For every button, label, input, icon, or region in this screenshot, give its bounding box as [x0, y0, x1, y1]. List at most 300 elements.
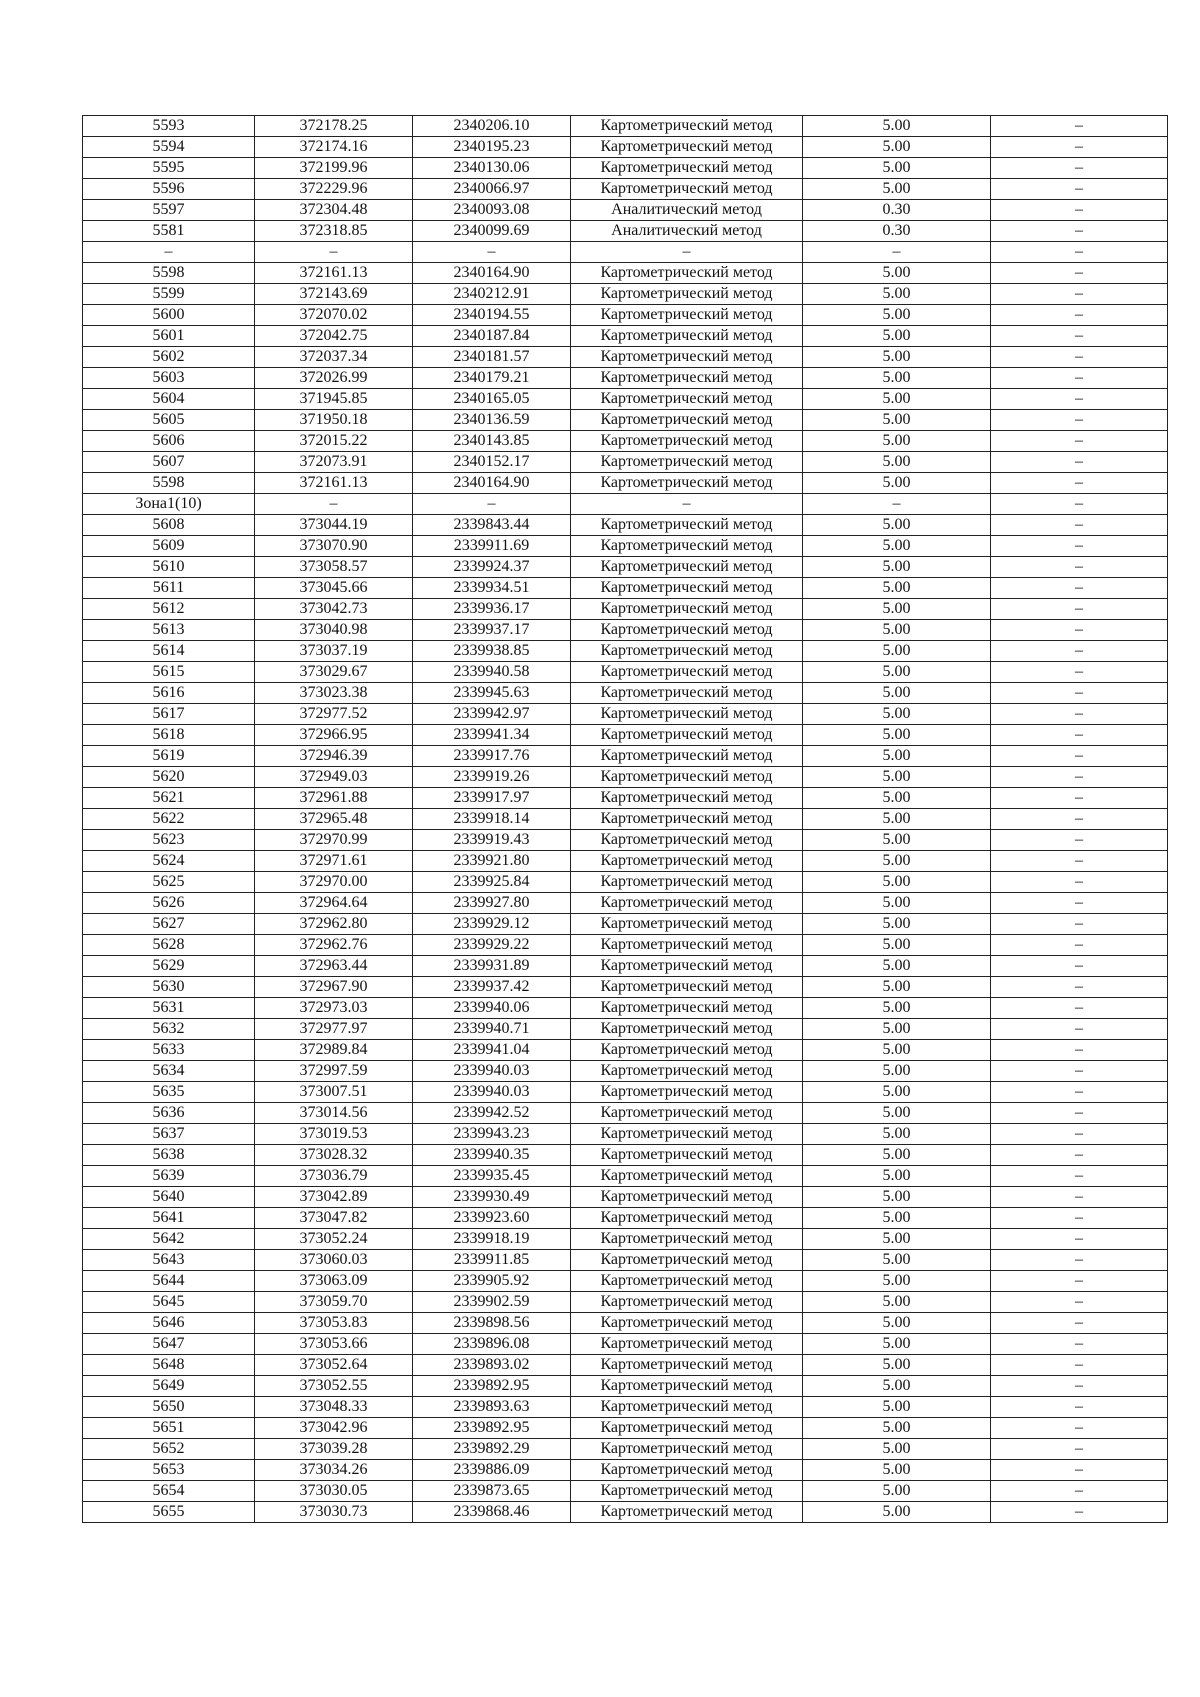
description-cell: – — [991, 872, 1168, 893]
accuracy-cell: 5.00 — [803, 578, 991, 599]
y-coordinate-cell: 2339929.22 — [413, 935, 571, 956]
y-coordinate-cell: 2339893.63 — [413, 1397, 571, 1418]
accuracy-cell: 5.00 — [803, 1355, 991, 1376]
accuracy-cell: 5.00 — [803, 893, 991, 914]
point-number-cell: 5617 — [83, 704, 255, 725]
point-number-cell: 5650 — [83, 1397, 255, 1418]
method-cell: Картометрический метод — [571, 452, 803, 473]
accuracy-cell: 5.00 — [803, 1040, 991, 1061]
accuracy-cell: 5.00 — [803, 1124, 991, 1145]
y-coordinate-cell: 2339917.97 — [413, 788, 571, 809]
y-coordinate-cell: 2339919.26 — [413, 767, 571, 788]
point-number-cell: 5618 — [83, 725, 255, 746]
description-cell: – — [991, 767, 1168, 788]
y-coordinate-cell: 2339931.89 — [413, 956, 571, 977]
y-coordinate-cell: 2339935.45 — [413, 1166, 571, 1187]
method-cell: Картометрический метод — [571, 830, 803, 851]
x-coordinate-cell: 372963.44 — [255, 956, 413, 977]
method-cell: Картометрический метод — [571, 515, 803, 536]
method-cell: Картометрический метод — [571, 1145, 803, 1166]
x-coordinate-cell: 372161.13 — [255, 473, 413, 494]
method-cell: Картометрический метод — [571, 263, 803, 284]
y-coordinate-cell: 2340195.23 — [413, 137, 571, 158]
method-cell: Картометрический метод — [571, 767, 803, 788]
accuracy-cell: – — [803, 242, 991, 263]
point-number-cell: 5647 — [83, 1334, 255, 1355]
x-coordinate-cell: 373053.66 — [255, 1334, 413, 1355]
table-row — [83, 1481, 1168, 1502]
point-number-cell: 5624 — [83, 851, 255, 872]
table-row — [83, 389, 1168, 410]
method-cell: Картометрический метод — [571, 1292, 803, 1313]
method-cell: Картометрический метод — [571, 347, 803, 368]
method-cell: Картометрический метод — [571, 410, 803, 431]
x-coordinate-cell: 372178.25 — [255, 116, 413, 137]
point-number-cell: 5628 — [83, 935, 255, 956]
point-number-cell: 5648 — [83, 1355, 255, 1376]
y-coordinate-cell: 2340181.57 — [413, 347, 571, 368]
point-number-cell: 5599 — [83, 284, 255, 305]
accuracy-cell: 5.00 — [803, 179, 991, 200]
x-coordinate-cell: 372946.39 — [255, 746, 413, 767]
point-number-cell: Зона1(10) — [83, 494, 255, 515]
point-number-cell: 5644 — [83, 1271, 255, 1292]
accuracy-cell: 5.00 — [803, 1019, 991, 1040]
accuracy-cell: 5.00 — [803, 158, 991, 179]
method-cell: Картометрический метод — [571, 998, 803, 1019]
method-cell: Картометрический метод — [571, 599, 803, 620]
description-cell: – — [991, 1418, 1168, 1439]
y-coordinate-cell: 2339934.51 — [413, 578, 571, 599]
description-cell: – — [991, 494, 1168, 515]
method-cell: Картометрический метод — [571, 473, 803, 494]
method-cell: Картометрический метод — [571, 1208, 803, 1229]
table-row — [83, 1397, 1168, 1418]
table-row — [83, 494, 1168, 515]
y-coordinate-cell: 2340165.05 — [413, 389, 571, 410]
point-number-cell: 5642 — [83, 1229, 255, 1250]
method-cell: Картометрический метод — [571, 725, 803, 746]
description-cell: – — [991, 830, 1168, 851]
point-number-cell: 5641 — [83, 1208, 255, 1229]
y-coordinate-cell: 2340136.59 — [413, 410, 571, 431]
table-row — [83, 956, 1168, 977]
point-number-cell: 5603 — [83, 368, 255, 389]
description-cell: – — [991, 599, 1168, 620]
description-cell: – — [991, 452, 1168, 473]
point-number-cell: 5614 — [83, 641, 255, 662]
description-cell: – — [991, 137, 1168, 158]
description-cell: – — [991, 662, 1168, 683]
y-coordinate-cell: 2339911.69 — [413, 536, 571, 557]
y-coordinate-cell: 2339902.59 — [413, 1292, 571, 1313]
table-row — [83, 1250, 1168, 1271]
x-coordinate-cell: 372073.91 — [255, 452, 413, 473]
x-coordinate-cell: 373029.67 — [255, 662, 413, 683]
description-cell: – — [991, 956, 1168, 977]
table-row — [83, 641, 1168, 662]
accuracy-cell: 5.00 — [803, 830, 991, 851]
table-row — [83, 914, 1168, 935]
description-cell: – — [991, 914, 1168, 935]
description-cell: – — [991, 1292, 1168, 1313]
table-row — [83, 746, 1168, 767]
accuracy-cell: 5.00 — [803, 431, 991, 452]
x-coordinate-cell: 372015.22 — [255, 431, 413, 452]
point-number-cell: 5581 — [83, 221, 255, 242]
table-row — [83, 1229, 1168, 1250]
x-coordinate-cell: 373014.56 — [255, 1103, 413, 1124]
x-coordinate-cell: 372070.02 — [255, 305, 413, 326]
point-number-cell: 5623 — [83, 830, 255, 851]
accuracy-cell: 5.00 — [803, 599, 991, 620]
method-cell: Картометрический метод — [571, 935, 803, 956]
accuracy-cell: 5.00 — [803, 1397, 991, 1418]
table-row — [83, 935, 1168, 956]
y-coordinate-cell: 2339921.80 — [413, 851, 571, 872]
accuracy-cell: 5.00 — [803, 263, 991, 284]
point-number-cell: 5608 — [83, 515, 255, 536]
y-coordinate-cell: 2340143.85 — [413, 431, 571, 452]
y-coordinate-cell: 2340212.91 — [413, 284, 571, 305]
table-row — [83, 1502, 1168, 1523]
point-number-cell: 5645 — [83, 1292, 255, 1313]
method-cell: Картометрический метод — [571, 305, 803, 326]
point-number-cell: 5610 — [83, 557, 255, 578]
description-cell: – — [991, 1019, 1168, 1040]
x-coordinate-cell: 373063.09 — [255, 1271, 413, 1292]
y-coordinate-cell: 2339938.85 — [413, 641, 571, 662]
accuracy-cell: 0.30 — [803, 200, 991, 221]
point-number-cell: 5654 — [83, 1481, 255, 1502]
accuracy-cell: 5.00 — [803, 389, 991, 410]
x-coordinate-cell: 373045.66 — [255, 578, 413, 599]
point-number-cell: 5621 — [83, 788, 255, 809]
description-cell: – — [991, 536, 1168, 557]
method-cell: Картометрический метод — [571, 158, 803, 179]
y-coordinate-cell: 2340179.21 — [413, 368, 571, 389]
y-coordinate-cell: 2339927.80 — [413, 893, 571, 914]
method-cell: Картометрический метод — [571, 578, 803, 599]
description-cell: – — [991, 977, 1168, 998]
accuracy-cell: 5.00 — [803, 914, 991, 935]
y-coordinate-cell: 2339918.14 — [413, 809, 571, 830]
accuracy-cell: 5.00 — [803, 1439, 991, 1460]
table-row — [83, 1145, 1168, 1166]
description-cell: – — [991, 557, 1168, 578]
method-cell: – — [571, 494, 803, 515]
y-coordinate-cell: 2340066.97 — [413, 179, 571, 200]
accuracy-cell: 5.00 — [803, 284, 991, 305]
method-cell: Картометрический метод — [571, 1502, 803, 1523]
x-coordinate-cell: 373053.83 — [255, 1313, 413, 1334]
point-number-cell: 5598 — [83, 263, 255, 284]
y-coordinate-cell: 2339892.95 — [413, 1376, 571, 1397]
description-cell: – — [991, 809, 1168, 830]
table-row — [83, 158, 1168, 179]
method-cell: Картометрический метод — [571, 641, 803, 662]
table-row — [83, 1376, 1168, 1397]
table-row — [83, 452, 1168, 473]
x-coordinate-cell: 373037.19 — [255, 641, 413, 662]
method-cell: Картометрический метод — [571, 1082, 803, 1103]
x-coordinate-cell: 371945.85 — [255, 389, 413, 410]
point-number-cell: 5595 — [83, 158, 255, 179]
method-cell: Картометрический метод — [571, 1103, 803, 1124]
table-row — [83, 1334, 1168, 1355]
method-cell: Картометрический метод — [571, 536, 803, 557]
point-number-cell: 5616 — [83, 683, 255, 704]
y-coordinate-cell: 2339940.35 — [413, 1145, 571, 1166]
x-coordinate-cell: 372229.96 — [255, 179, 413, 200]
point-number-cell: 5649 — [83, 1376, 255, 1397]
description-cell: – — [991, 1355, 1168, 1376]
point-number-cell: 5651 — [83, 1418, 255, 1439]
x-coordinate-cell: 373040.98 — [255, 620, 413, 641]
table-row — [83, 116, 1168, 137]
method-cell: Картометрический метод — [571, 914, 803, 935]
y-coordinate-cell: 2339942.97 — [413, 704, 571, 725]
table-row — [83, 242, 1168, 263]
accuracy-cell: 5.00 — [803, 557, 991, 578]
x-coordinate-cell: 372989.84 — [255, 1040, 413, 1061]
point-number-cell: – — [83, 242, 255, 263]
description-cell: – — [991, 1250, 1168, 1271]
description-cell: – — [991, 1229, 1168, 1250]
table-row — [83, 599, 1168, 620]
description-cell: – — [991, 1313, 1168, 1334]
table-row — [83, 1187, 1168, 1208]
table-row — [83, 431, 1168, 452]
accuracy-cell: 5.00 — [803, 536, 991, 557]
point-number-cell: 5636 — [83, 1103, 255, 1124]
x-coordinate-cell: 372977.52 — [255, 704, 413, 725]
y-coordinate-cell: 2339937.17 — [413, 620, 571, 641]
description-cell: – — [991, 200, 1168, 221]
accuracy-cell: – — [803, 494, 991, 515]
method-cell: Картометрический метод — [571, 1355, 803, 1376]
point-number-cell: 5635 — [83, 1082, 255, 1103]
x-coordinate-cell: 373047.82 — [255, 1208, 413, 1229]
description-cell: – — [991, 284, 1168, 305]
description-cell: – — [991, 1187, 1168, 1208]
point-number-cell: 5646 — [83, 1313, 255, 1334]
method-cell: Картометрический метод — [571, 1271, 803, 1292]
method-cell: Картометрический метод — [571, 1040, 803, 1061]
point-number-cell: 5609 — [83, 536, 255, 557]
x-coordinate-cell: 373044.19 — [255, 515, 413, 536]
x-coordinate-cell: 372949.03 — [255, 767, 413, 788]
x-coordinate-cell: 372966.95 — [255, 725, 413, 746]
accuracy-cell: 5.00 — [803, 1313, 991, 1334]
accuracy-cell: 5.00 — [803, 1145, 991, 1166]
accuracy-cell: 5.00 — [803, 851, 991, 872]
point-number-cell: 5625 — [83, 872, 255, 893]
table-row — [83, 284, 1168, 305]
accuracy-cell: 5.00 — [803, 1418, 991, 1439]
x-coordinate-cell: 373060.03 — [255, 1250, 413, 1271]
accuracy-cell: 5.00 — [803, 452, 991, 473]
accuracy-cell: 5.00 — [803, 746, 991, 767]
y-coordinate-cell: 2339843.44 — [413, 515, 571, 536]
x-coordinate-cell: 373052.24 — [255, 1229, 413, 1250]
x-coordinate-cell: 373042.73 — [255, 599, 413, 620]
description-cell: – — [991, 389, 1168, 410]
description-cell: – — [991, 1460, 1168, 1481]
x-coordinate-cell: 373028.32 — [255, 1145, 413, 1166]
point-number-cell: 5643 — [83, 1250, 255, 1271]
table-row — [83, 473, 1168, 494]
method-cell: Картометрический метод — [571, 977, 803, 998]
method-cell: Картометрический метод — [571, 620, 803, 641]
description-cell: – — [991, 347, 1168, 368]
accuracy-cell: 5.00 — [803, 683, 991, 704]
point-number-cell: 5639 — [83, 1166, 255, 1187]
y-coordinate-cell: 2339945.63 — [413, 683, 571, 704]
description-cell: – — [991, 1124, 1168, 1145]
x-coordinate-cell: 372143.69 — [255, 284, 413, 305]
point-number-cell: 5600 — [83, 305, 255, 326]
method-cell: Картометрический метод — [571, 662, 803, 683]
accuracy-cell: 5.00 — [803, 368, 991, 389]
description-cell: – — [991, 935, 1168, 956]
table-row — [83, 1019, 1168, 1040]
method-cell: Картометрический метод — [571, 746, 803, 767]
description-cell: – — [991, 1502, 1168, 1523]
method-cell: Картометрический метод — [571, 368, 803, 389]
accuracy-cell: 5.00 — [803, 809, 991, 830]
description-cell: – — [991, 263, 1168, 284]
method-cell: Картометрический метод — [571, 788, 803, 809]
table-row — [83, 725, 1168, 746]
x-coordinate-cell: 373059.70 — [255, 1292, 413, 1313]
table-row — [83, 683, 1168, 704]
accuracy-cell: 5.00 — [803, 641, 991, 662]
point-number-cell: 5602 — [83, 347, 255, 368]
y-coordinate-cell: 2339942.52 — [413, 1103, 571, 1124]
description-cell: – — [991, 431, 1168, 452]
point-number-cell: 5597 — [83, 200, 255, 221]
method-cell: Картометрический метод — [571, 1439, 803, 1460]
x-coordinate-cell: 372199.96 — [255, 158, 413, 179]
x-coordinate-cell: 373042.89 — [255, 1187, 413, 1208]
table-row — [83, 662, 1168, 683]
accuracy-cell: 5.00 — [803, 788, 991, 809]
table-row — [83, 1355, 1168, 1376]
table-row — [83, 221, 1168, 242]
method-cell: Картометрический метод — [571, 284, 803, 305]
x-coordinate-cell: 373036.79 — [255, 1166, 413, 1187]
table-row — [83, 1439, 1168, 1460]
method-cell: Картометрический метод — [571, 326, 803, 347]
y-coordinate-cell: 2339923.60 — [413, 1208, 571, 1229]
x-coordinate-cell: 372318.85 — [255, 221, 413, 242]
accuracy-cell: 5.00 — [803, 1502, 991, 1523]
x-coordinate-cell: 371950.18 — [255, 410, 413, 431]
description-cell: – — [991, 725, 1168, 746]
table-row — [83, 347, 1168, 368]
y-coordinate-cell: 2339898.56 — [413, 1313, 571, 1334]
method-cell: Картометрический метод — [571, 956, 803, 977]
table-row — [83, 809, 1168, 830]
accuracy-cell: 5.00 — [803, 1208, 991, 1229]
y-coordinate-cell: 2339943.23 — [413, 1124, 571, 1145]
accuracy-cell: 5.00 — [803, 347, 991, 368]
accuracy-cell: 5.00 — [803, 137, 991, 158]
method-cell: Картометрический метод — [571, 137, 803, 158]
description-cell: – — [991, 1271, 1168, 1292]
x-coordinate-cell: 372961.88 — [255, 788, 413, 809]
method-cell: Картометрический метод — [571, 1019, 803, 1040]
description-cell: – — [991, 1208, 1168, 1229]
point-number-cell: 5637 — [83, 1124, 255, 1145]
method-cell: Картометрический метод — [571, 1334, 803, 1355]
y-coordinate-cell: 2339892.29 — [413, 1439, 571, 1460]
coordinates-table-body — [83, 116, 1168, 1523]
accuracy-cell: 5.00 — [803, 977, 991, 998]
table-row — [83, 767, 1168, 788]
x-coordinate-cell: 373007.51 — [255, 1082, 413, 1103]
x-coordinate-cell: 373070.90 — [255, 536, 413, 557]
table-row — [83, 536, 1168, 557]
x-coordinate-cell: 372962.76 — [255, 935, 413, 956]
method-cell: Картометрический метод — [571, 683, 803, 704]
accuracy-cell: 5.00 — [803, 662, 991, 683]
accuracy-cell: 5.00 — [803, 704, 991, 725]
description-cell: – — [991, 473, 1168, 494]
y-coordinate-cell: 2339936.17 — [413, 599, 571, 620]
accuracy-cell: 5.00 — [803, 1082, 991, 1103]
method-cell: Картометрический метод — [571, 851, 803, 872]
accuracy-cell: 5.00 — [803, 305, 991, 326]
point-number-cell: 5629 — [83, 956, 255, 977]
x-coordinate-cell: – — [255, 242, 413, 263]
y-coordinate-cell: 2339905.92 — [413, 1271, 571, 1292]
accuracy-cell: 5.00 — [803, 116, 991, 137]
coordinates-table — [82, 115, 1168, 1523]
point-number-cell: 5594 — [83, 137, 255, 158]
accuracy-cell: 5.00 — [803, 935, 991, 956]
point-number-cell: 5640 — [83, 1187, 255, 1208]
table-row — [83, 1418, 1168, 1439]
description-cell: – — [991, 368, 1168, 389]
y-coordinate-cell: 2339929.12 — [413, 914, 571, 935]
method-cell: Картометрический метод — [571, 1061, 803, 1082]
point-number-cell: 5631 — [83, 998, 255, 1019]
description-cell: – — [991, 1145, 1168, 1166]
accuracy-cell: 5.00 — [803, 620, 991, 641]
table-row — [83, 1103, 1168, 1124]
table-row — [83, 830, 1168, 851]
y-coordinate-cell: 2339924.37 — [413, 557, 571, 578]
method-cell: Аналитический метод — [571, 200, 803, 221]
table-row — [83, 1061, 1168, 1082]
accuracy-cell: 5.00 — [803, 326, 991, 347]
point-number-cell: 5601 — [83, 326, 255, 347]
description-cell: – — [991, 1103, 1168, 1124]
point-number-cell: 5606 — [83, 431, 255, 452]
description-cell: – — [991, 851, 1168, 872]
table-row — [83, 998, 1168, 1019]
method-cell: Картометрический метод — [571, 179, 803, 200]
method-cell: Картометрический метод — [571, 1460, 803, 1481]
description-cell: – — [991, 1376, 1168, 1397]
accuracy-cell: 5.00 — [803, 410, 991, 431]
table-row — [83, 620, 1168, 641]
y-coordinate-cell: 2339918.19 — [413, 1229, 571, 1250]
description-cell: – — [991, 641, 1168, 662]
point-number-cell: 5598 — [83, 473, 255, 494]
